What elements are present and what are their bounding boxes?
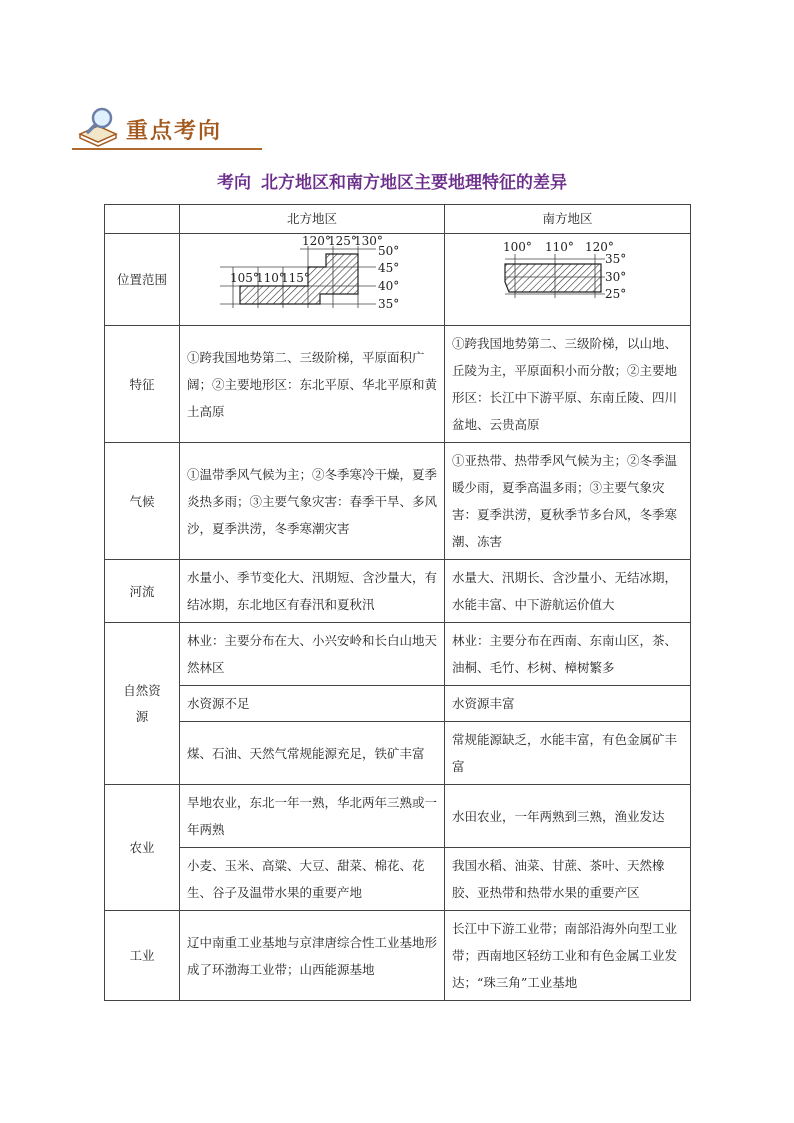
row-label-industry: 工业 [105,911,180,1001]
table-row-resources-forest [105,623,691,686]
features-north: ①跨我国地势第二、三级阶梯，平原面积广阔；②主要地形区：东北平原、华北平原和黄土高原 [180,326,445,443]
south-map-cell [445,234,691,326]
north-lat-label: 45° [378,261,400,275]
row-label-rivers: 河流 [105,560,180,623]
row-label-climate: 气候 [105,443,180,560]
north-lat-label: 50° [378,244,400,258]
agriculture-south-2: 我国水稻、油菜、甘蔗、茶叶、天然橡胶、亚热带和热带水果的重要产区 [445,848,691,911]
table-row-resources-energy [105,722,691,785]
water-north: 水资源不足 [180,686,445,722]
table-row-rivers [105,560,691,623]
section-title: 重点考向 [126,119,223,144]
south-lat-label: 30° [605,270,627,284]
industry-south: 长江中下游工业带；南部沿海外向型工业带；西南地区轻纺工业和有色金属工业发达；“珠三角”工业基地 [445,911,691,1001]
row-label-agriculture: 农业 [105,785,180,911]
climate-south: ①亚热带、热带季风气候为主；②冬季温暖少雨，夏季高温多雨；③主要气象灾害：夏季洪涝，夏秋季节多台风，冬季寒潮、冻害 [445,443,691,560]
industry-north: 辽中南重工业基地与京津唐综合性工业基地形成了环渤海工业带；山西能源基地 [180,911,445,1001]
agriculture-north-2: 小麦、玉米、高粱、大豆、甜菜、棉花、花生、谷子及温带水果的重要产地 [180,848,445,911]
north-map-cell [180,234,445,326]
subtitle-prefix: 考向 [217,173,251,193]
north-lat-label: 40° [378,279,400,293]
north-lon-label: 110° [256,271,285,285]
forest-north: 林业：主要分布在大、小兴安岭和长白山地天然林区 [180,623,445,686]
row-label-location: 位置范围 [105,234,180,326]
row-label-resources [105,623,180,785]
north-lon-label: 120° [302,234,331,248]
table-row-resources-water [105,686,691,722]
energy-south: 常规能源缺乏，水能丰富，有色金属矿丰富 [445,722,691,785]
energy-north: 煤、石油、天然气常规能源充足，铁矿丰富 [180,722,445,785]
north-lat-label: 35° [378,297,400,311]
agriculture-south-1: 水田农业，一年两熟到三熟，渔业发达 [445,785,691,848]
south-lon-label: 100° [503,240,532,254]
table-row-agriculture-2 [105,848,691,911]
subtitle-text: 北方地区和南方地区主要地理特征的差异 [261,173,567,193]
south-lon-label: 120° [585,240,614,254]
water-south: 水资源丰富 [445,686,691,722]
south-lon-label: 110° [545,240,574,254]
table-row-industry [105,911,691,1001]
row-label-resources-text: 自然资源 [123,682,161,724]
features-south: ①跨我国地势第二、三级阶梯，以山地、丘陵为主，平原面积小而分散；②主要地形区：长江中下游平原、东南丘陵、四川盆地、云贵高原 [445,326,691,443]
magnifier-book-icon [76,104,124,148]
section-header [72,104,262,154]
row-label-features: 特征 [105,326,180,443]
rivers-south: 水量大、汛期长、含沙量小、无结冰期，水能丰富、中下游航运价值大 [445,560,691,623]
north-lon-label: 125° [328,234,357,248]
south-region-map [445,234,690,316]
agriculture-north-1: 旱地农业，东北一年一熟，华北两年三熟或一年两熟 [180,785,445,848]
table-header-row [105,205,691,234]
page-subtitle [0,168,794,193]
header-south: 南方地区 [445,205,691,234]
south-lat-label: 35° [605,252,627,266]
table-row-features [105,326,691,443]
forest-south: 林业：主要分布在西南、东南山区，茶、油桐、毛竹、杉树、樟树繁多 [445,623,691,686]
comparison-table [104,204,691,1001]
north-lon-label: 105° [230,271,259,285]
north-region-map [180,234,444,316]
header-divider [72,148,262,150]
table-row-climate [105,443,691,560]
header-north: 北方地区 [180,205,445,234]
south-lat-label: 25° [605,287,627,301]
climate-north: ①温带季风气候为主；②冬季寒冷干燥，夏季炎热多雨；③主要气象灾害：春季干旱、多风沙，夏季洪涝，冬季寒潮灾害 [180,443,445,560]
north-lon-label: 115° [281,271,310,285]
north-lon-label: 130° [354,234,383,248]
table-row-location [105,234,691,326]
table-row-agriculture-1 [105,785,691,848]
rivers-north: 水量小、季节变化大、汛期短、含沙量大，有结冰期，东北地区有春汛和夏秋汛 [180,560,445,623]
header-empty-cell [105,205,180,234]
